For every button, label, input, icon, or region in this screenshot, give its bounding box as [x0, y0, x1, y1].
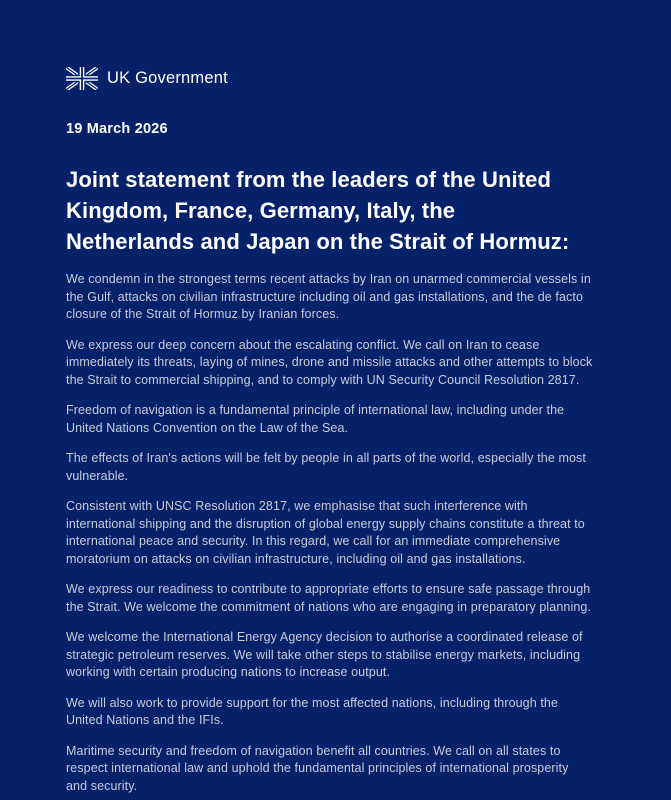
- title-line: Netherlands and Japan on the Strait of Hormuz:: [66, 229, 570, 254]
- statement-paragraph: We condemn in the strongest terms recent attacks by Iran on unarmed commercial vessels in the Gulf, attacks on civilian infrastructure including oil and gas installations, and the de facto closure of the Strait of Hormuz by Iranian forces.: [66, 272, 591, 321]
- statement-paragraph: We express our readiness to contribute to appropriate efforts to ensure safe passage through the Strait. We welcome the commitment of nations who are engaging in preparatory planning.: [66, 582, 592, 614]
- statement-body: [66, 271, 593, 795]
- statement-paragraph: The effects of Iran's actions will be felt by people in all parts of the world, especially the most vulnerable.: [66, 451, 586, 483]
- statement-paragraph: Maritime security and freedom of navigation benefit all countries. We call on all states to respect international law and uphold the fundamental principles of international prosperity and security.: [66, 743, 569, 793]
- title-line: Joint statement from the leaders of the United: [66, 167, 552, 192]
- statement-paragraph: Freedom of navigation is a fundamental principle of international law, including under the United Nations Convention on the Law of the Sea.: [66, 403, 565, 435]
- statement-paragraph: Consistent with UNSC Resolution 2817, we emphasise that such interference with international shipping and the disruption of global energy supply chains constitute a threat to international peace and security. In this regard, we call for an immediate comprehensive moratorium on attacks on civilian infrastructure, including oil and gas installations.: [66, 499, 585, 566]
- title-line: Kingdom, France, Germany, Italy, the: [66, 198, 456, 223]
- statement-paragraph: We will also work to provide support for the most affected nations, including through the United Nations and the IFIs.: [66, 695, 559, 727]
- statement-paragraph: We express our deep concern about the escalating conflict. We call on Iran to cease immediately its threats, laying of mines, drone and missile attacks and other attempts to block the Strait to commercial shipping, and to comply with UN Security Council Resolution 2817.: [66, 337, 593, 387]
- statement-date: 19 March 2026: [66, 121, 168, 137]
- logo-label: UK Government: [107, 69, 228, 87]
- uk-government-logo: [66, 67, 613, 90]
- statement-title: [66, 164, 613, 257]
- statement-paragraph: We welcome the International Energy Agency decision to authorise a coordinated release of strategic petroleum reserves. We will take other steps to stabilise energy markets, including working with certain producing nations to increase output.: [66, 630, 583, 679]
- union-jack-flag-icon: [66, 67, 98, 90]
